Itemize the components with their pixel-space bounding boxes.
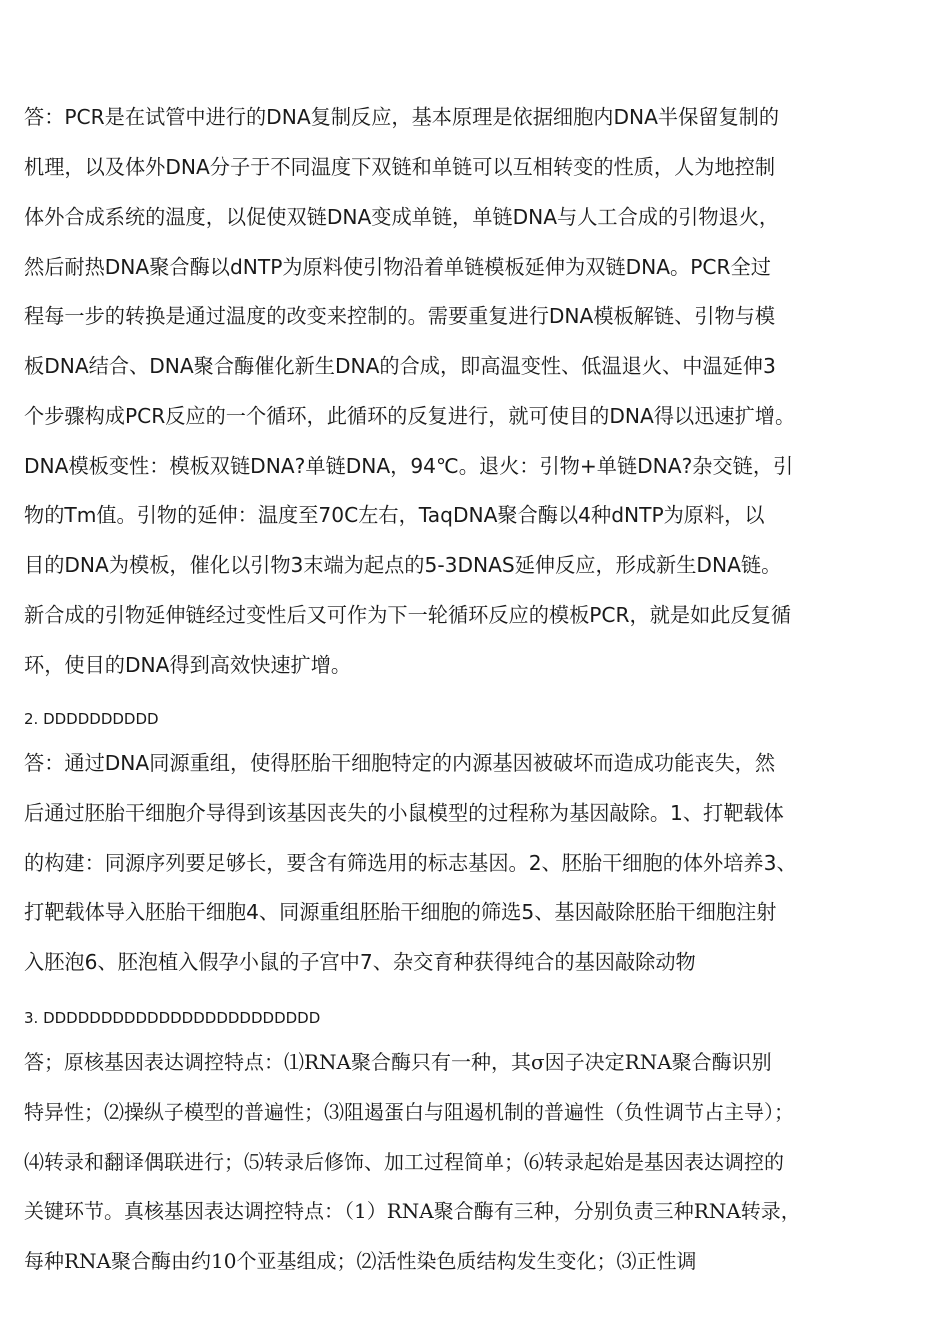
answer-1-line: 个步骤构成PCR反应的一个循环，此循环的反复进行，就可使目的DNA得以迅速扩增。 <box>24 404 796 428</box>
question-3-heading: 3. DDDDDDDDDDDDDDDDDDDDDDDD <box>24 1009 321 1027</box>
answer-1-line: 然后耐热DNA聚合酶以dNTP为原料使引物沿着单链模板延伸为双链DNA。PCR全过 <box>24 255 771 279</box>
answer-1-line: 新合成的引物延伸链经过变性后又可作为下一轮循环反应的模板PCR，就是如此反复循 <box>24 603 792 627</box>
answer-1-line: 机理，以及体外DNA分子于不同温度下双链和单链可以互相转变的性质，人为地控制 <box>24 155 776 179</box>
answer-2-line: 的构建：同源序列要足够长，要含有筛选用的标志基因。2、胚胎干细胞的体外培养3、 <box>24 851 797 875</box>
answer-3-line: 答；原核基因表达调控特点：⑴RNA聚合酶只有一种，其σ因子决定RNA聚合酶识别 <box>24 1050 772 1074</box>
answer-3-line: 每种RNA聚合酶由约10个亚基组成；⑵活性染色质结构发生变化；⑶正性调 <box>24 1249 697 1273</box>
answer-2-line: 打靶载体导入胚胎干细胞4、同源重组胚胎干细胞的筛选5、基因敲除胚胎干细胞注射 <box>24 900 777 924</box>
answer-1-line: 板DNA结合、DNA聚合酶催化新生DNA的合成，即高温变性、低温退火、中温延伸3 <box>24 354 776 378</box>
answer-2-line: 后通过胚胎干细胞介导得到该基因丧失的小鼠模型的过程称为基因敲除。1、打靶载体 <box>24 801 784 825</box>
answer-2-line: 答：通过DNA同源重组，使得胚胎干细胞特定的内源基因被破坏而造成功能丧失，然 <box>24 751 776 775</box>
answer-2-line: 入胚泡6、胚泡植入假孕小鼠的子宫中7、杂交育种获得纯合的基因敲除动物 <box>24 950 696 974</box>
answer-1-line: 程每一步的转换是通过温度的改变来控制的。需要重复进行DNA模板解链、引物与模 <box>24 304 776 328</box>
answer-3-line: 关键环节。真核基因表达调控特点：（1）RNA聚合酶有三种，分别负责三种RNA转录， <box>24 1199 801 1223</box>
answer-1-line: DNA模板变性：模板双链DNA?单链DNA，94℃。退火：引物+单链DNA?杂交链，引 <box>24 454 794 478</box>
answer-1-line: 物的Tm值。引物的延伸：温度至70C左右，TaqDNA聚合酶以4种dNTP为原料，以 <box>24 503 765 527</box>
question-2-heading: 2. DDDDDDDDDD <box>24 710 159 728</box>
answer-1-line: 环，使目的DNA得到高效快速扩增。 <box>24 653 352 677</box>
answer-3-line: ⑷转录和翻译偶联进行；⑸转录后修饰、加工过程简单；⑹转录起始是基因表达调控的 <box>24 1150 784 1174</box>
answer-1-line: 体外合成系统的温度，以促使双链DNA变成单链，单链DNA与人工合成的引物退火， <box>24 205 780 229</box>
answer-1-line: 目的DNA为模板，催化以引物3末端为起点的5-3DNAS延伸反应，形成新生DNA链。 <box>24 553 782 577</box>
answer-1-line: 答：PCR是在试管中进行的DNA复制反应，基本原理是依据细胞内DNA半保留复制的 <box>24 105 780 129</box>
answer-3-line: 特异性；⑵操纵子模型的普遍性；⑶阻遏蛋白与阻遏机制的普遍性（负性调节占主导）； <box>24 1100 794 1124</box>
